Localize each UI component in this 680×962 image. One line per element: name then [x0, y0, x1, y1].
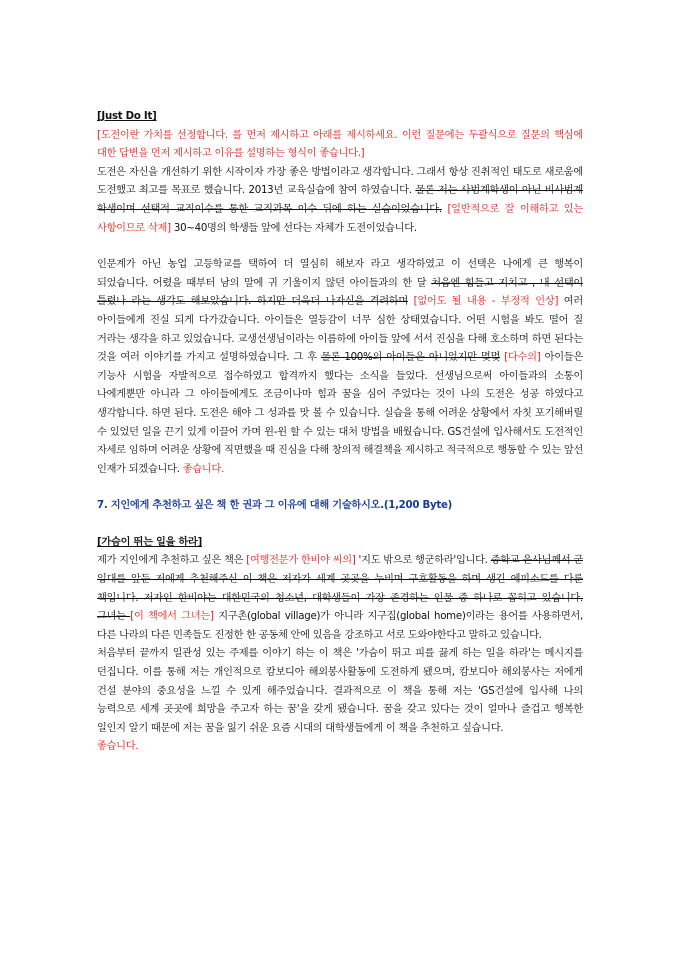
editor-note: 좋습니다. [182, 463, 225, 475]
document-page [97, 108, 583, 757]
editor-note: [도전이란 가치를 선정합니다. 를 먼저 제시하고 아래를 제시하세요. 이런 질문에는 두괄식으로 질문의 핵심에 대한 답변을 먼저 제시하고 이유를 설명하는 형식이 좋습니다.] [97, 129, 583, 160]
section-heading-just-do-it: [Just Do It] [97, 111, 157, 122]
body-text: 여러 아이들에게 진실 되게 다가갔습니다. 아이들은 열등감이 너무 심한 상태였습니다. 어떤 시험을 봐도 떨어 질 거라는 생각을 하고 있었습니다. 교생선생님이라는 이름하에 아이들 앞에 서서 진심을 다해 호소하며 하면 된다는 것을 여러 이야기를 가지고 설명하였습니다. 그 후 [97, 296, 583, 364]
body-text: 도전은 자신을 개선하기 위한 시작이자 가장 좋은 방법이라고 생각합니다. 그래서 항상 진취적인 태도로 새로움에 도전했고 최고를 목표로 했습니다. 2013년 교육실습에 참여 하였습니다. [97, 166, 583, 197]
struck-text: 물론 저는 사범계학생이 아닌 비사범계 학생이며 선택적 교직이수를 통한 교직과목 이수 뒤에 하는 실습이었습니다. [97, 185, 583, 215]
body-text: 지구촌(global village)가 아니라 지구집(global home)이라는 용어를 사용하면서, 다른 나라의 다른 민족들도 진정한 한 공동체 안에 있음을 강조하고 서로 도와야한다고 말하고 있습니다. [97, 611, 583, 641]
body-text: '지도 밖으로 행군하라'입니다. [355, 555, 491, 567]
body-text: 30~40명의 학생들 앞에 선다는 자체가 도전이었습니다. [170, 222, 417, 234]
struck-text: 중학교 은사님께서 군 입대를 앞둔 저에게 추천해주신 이 책은 저자가 세계 곳곳을 누비며 구호활동을 하며 생긴 에피소드를 다룬 책입니다. 저자인 한비야는 대한민국의 청소년, 대학생들이 가장 존경하는 인물 중 하나로 꼽히고 있습니다. 그녀는 [97, 555, 583, 623]
body-text: 처음부터 끝까지 일관성 있는 주제를 이야기 하는 이 책은 '가슴이 뛰고 피를 끓게 하는 일을 하라'는 메시지를 던집니다. 이를 통해 저는 개인적으로 캄보디아 해외봉사활동에 도전하게 됐으며, 캄보디아 해외봉사는 저에게 건설 분야의 중요성을 느낄 수 있게 해주었습니다. 결과적으로 이 책을 통해 저는 'GS건설에 입사해 나의 능력으로 세계 곳곳에 희망을 주고자 하는 꿈'을 갖게 됐습니다. 꿈을 갖고 있다는 것이 얼마나 즐겁고 행복한 일인지 알기 때문에 저는 꿈을 잃기 쉬운 요즘 시대의 대학생들에게 이 책을 추천하고 싶습니다. [97, 648, 583, 734]
editor-note: [일반적으로 잘 이해하고 있는 사항이므로 삭제] [97, 203, 583, 234]
struck-text: 처음엔 힘들고 지치고 , 내 선택이 틀렸나 라는 생각도 해보았습니다. 하지만 더욱더 나자신을 격려하며 [97, 277, 583, 308]
editor-note: [이 책에서 그녀는] [130, 611, 214, 623]
editor-note: [여행전문가 한비야 씨의] [246, 555, 356, 567]
paragraph [97, 164, 583, 238]
paragraph [97, 645, 583, 738]
paragraph [97, 552, 583, 645]
editor-note: [없어도 될 내용 - 부정적 인상] [407, 296, 559, 308]
editor-note: [다수의] [500, 352, 541, 364]
struck-text: 물론 100%의 아이들은 아니었지만 몇몇 [320, 352, 501, 364]
paragraph [97, 256, 583, 479]
editor-note: 좋습니다. [97, 741, 139, 753]
section-heading-book: [가슴이 뛰는 일을 하라] [97, 536, 203, 548]
body-text: 제가 지인에게 추천하고 싶은 책은 [97, 555, 247, 567]
question-7: 7. 지인에게 추천하고 싶은 책 한 권과 그 이유에 대해 기술하시오.(1,200 Byte) [97, 500, 453, 512]
body-text: 인문계가 아닌 농업 고등학교를 택하여 더 열심히 해보자 라고 생각하였고 이 선택은 나에게 큰 행복이 되었습니다. 어렸을 때부터 남의 말에 귀 기울이지 않던 아이들과의 한 달 [97, 259, 583, 289]
body-text: 아이들은 기능사 시험을 자발적으로 접수하였고 합격까지 했다는 소식을 들었다. 선생님으로써 아이들과의 소통이 나에게뿐만 아니라 그 아이들에게도 조금이나마 힘과 꿈을 심어 주었다는 것이 나의 도전은 성공 하였다고 생각합니다. 하면 된다. 도전은 해야 그 성과를 맛 볼 수 있습니다. 실습을 통해 어려운 상황에서 자칫 포기해버릴 수 있었던 일을 끈기 있게 이끌어 가며 윈-윈 할 수 있는 대처 방법을 배웠습니다. GS건설에 입사해서도 도전적인 자세로 임하며 어려운 상황에 직면했을 때 진심을 다해 창의적 해결책을 제시하고 적극적으로 행동할 수 있는 앞선 인재가 되겠습니다. [97, 352, 584, 475]
